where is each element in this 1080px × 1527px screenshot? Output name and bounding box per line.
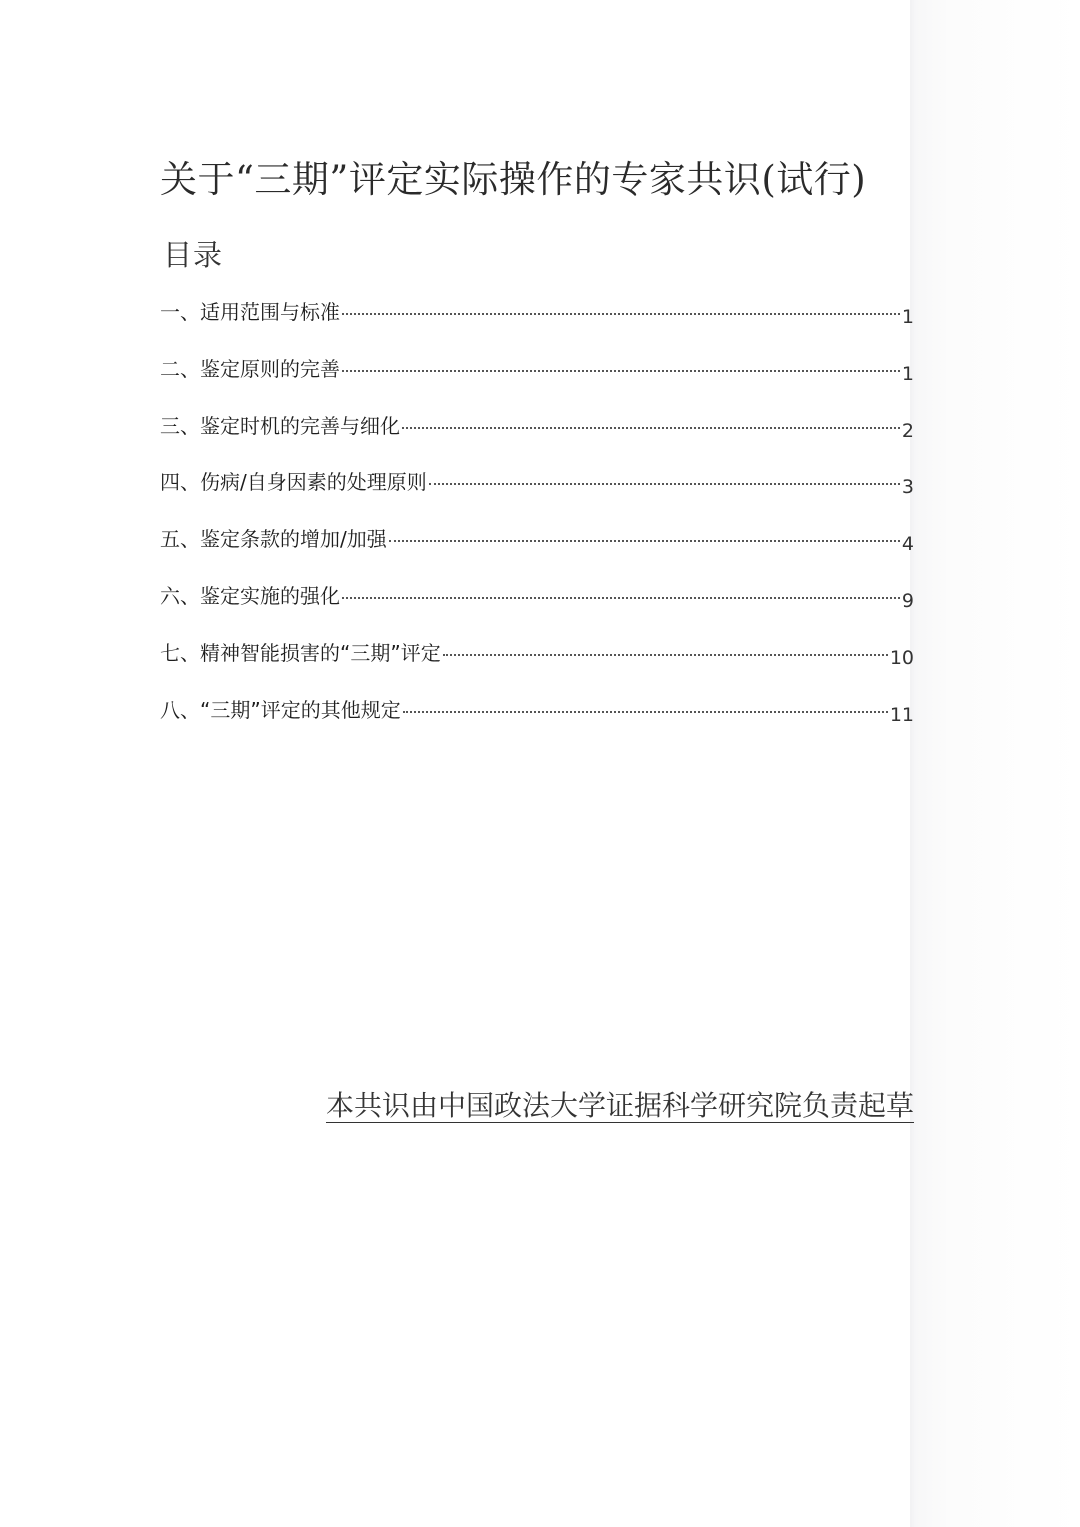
toc-entry-text: 一、适用范围与标准 bbox=[160, 300, 340, 324]
toc-dot-leader bbox=[342, 597, 900, 599]
drafter-note: 本共识由中国政法大学证据科学研究院负责起草 bbox=[325, 1089, 914, 1122]
document-title: 关于“三期”评定实际操作的专家共识(试行) bbox=[160, 158, 867, 201]
table-of-contents bbox=[160, 292, 914, 746]
toc-page-number: 2 bbox=[901, 419, 914, 442]
toc-entry-text: 三、鉴定时机的完善与细化 bbox=[160, 413, 400, 438]
toc-entry-7[interactable] bbox=[160, 633, 914, 690]
toc-entry-3[interactable] bbox=[160, 406, 914, 463]
toc-dot-leader bbox=[402, 427, 900, 429]
toc-page-number: 10 bbox=[889, 646, 914, 669]
toc-entry-text: 二、鉴定原则的完善 bbox=[160, 356, 340, 381]
toc-entry-1[interactable] bbox=[160, 292, 914, 349]
toc-entry-5[interactable] bbox=[160, 519, 914, 576]
toc-page-number: 1 bbox=[901, 362, 914, 385]
toc-entry-6[interactable] bbox=[160, 576, 914, 633]
toc-dot-leader bbox=[342, 313, 900, 315]
toc-entry-text: 八、“三期”评定的其他规定 bbox=[160, 697, 401, 722]
toc-dot-leader bbox=[429, 483, 900, 485]
toc-dot-leader bbox=[342, 370, 900, 372]
toc-entry-2[interactable] bbox=[160, 349, 914, 406]
toc-entry-text: 四、伤病/自身因素的处理原则 bbox=[160, 470, 427, 495]
toc-entry-text: 七、精神智能损害的“三期”评定 bbox=[160, 640, 441, 665]
toc-page-number: 3 bbox=[901, 476, 914, 499]
toc-heading: 目录 bbox=[163, 238, 224, 272]
toc-entry-4[interactable] bbox=[160, 462, 914, 519]
toc-entry-text: 六、鉴定实施的强化 bbox=[160, 583, 340, 608]
toc-entry-8[interactable] bbox=[160, 690, 914, 747]
toc-entry-text: 五、鉴定条款的增加/加强 bbox=[160, 527, 387, 552]
toc-dot-leader bbox=[443, 654, 888, 656]
toc-dot-leader bbox=[389, 540, 900, 542]
toc-page-number: 1 bbox=[901, 306, 914, 328]
toc-page-number: 4 bbox=[901, 533, 914, 556]
toc-page-number: 11 bbox=[889, 703, 914, 726]
toc-page-number: 9 bbox=[901, 589, 914, 612]
toc-dot-leader bbox=[403, 711, 888, 713]
